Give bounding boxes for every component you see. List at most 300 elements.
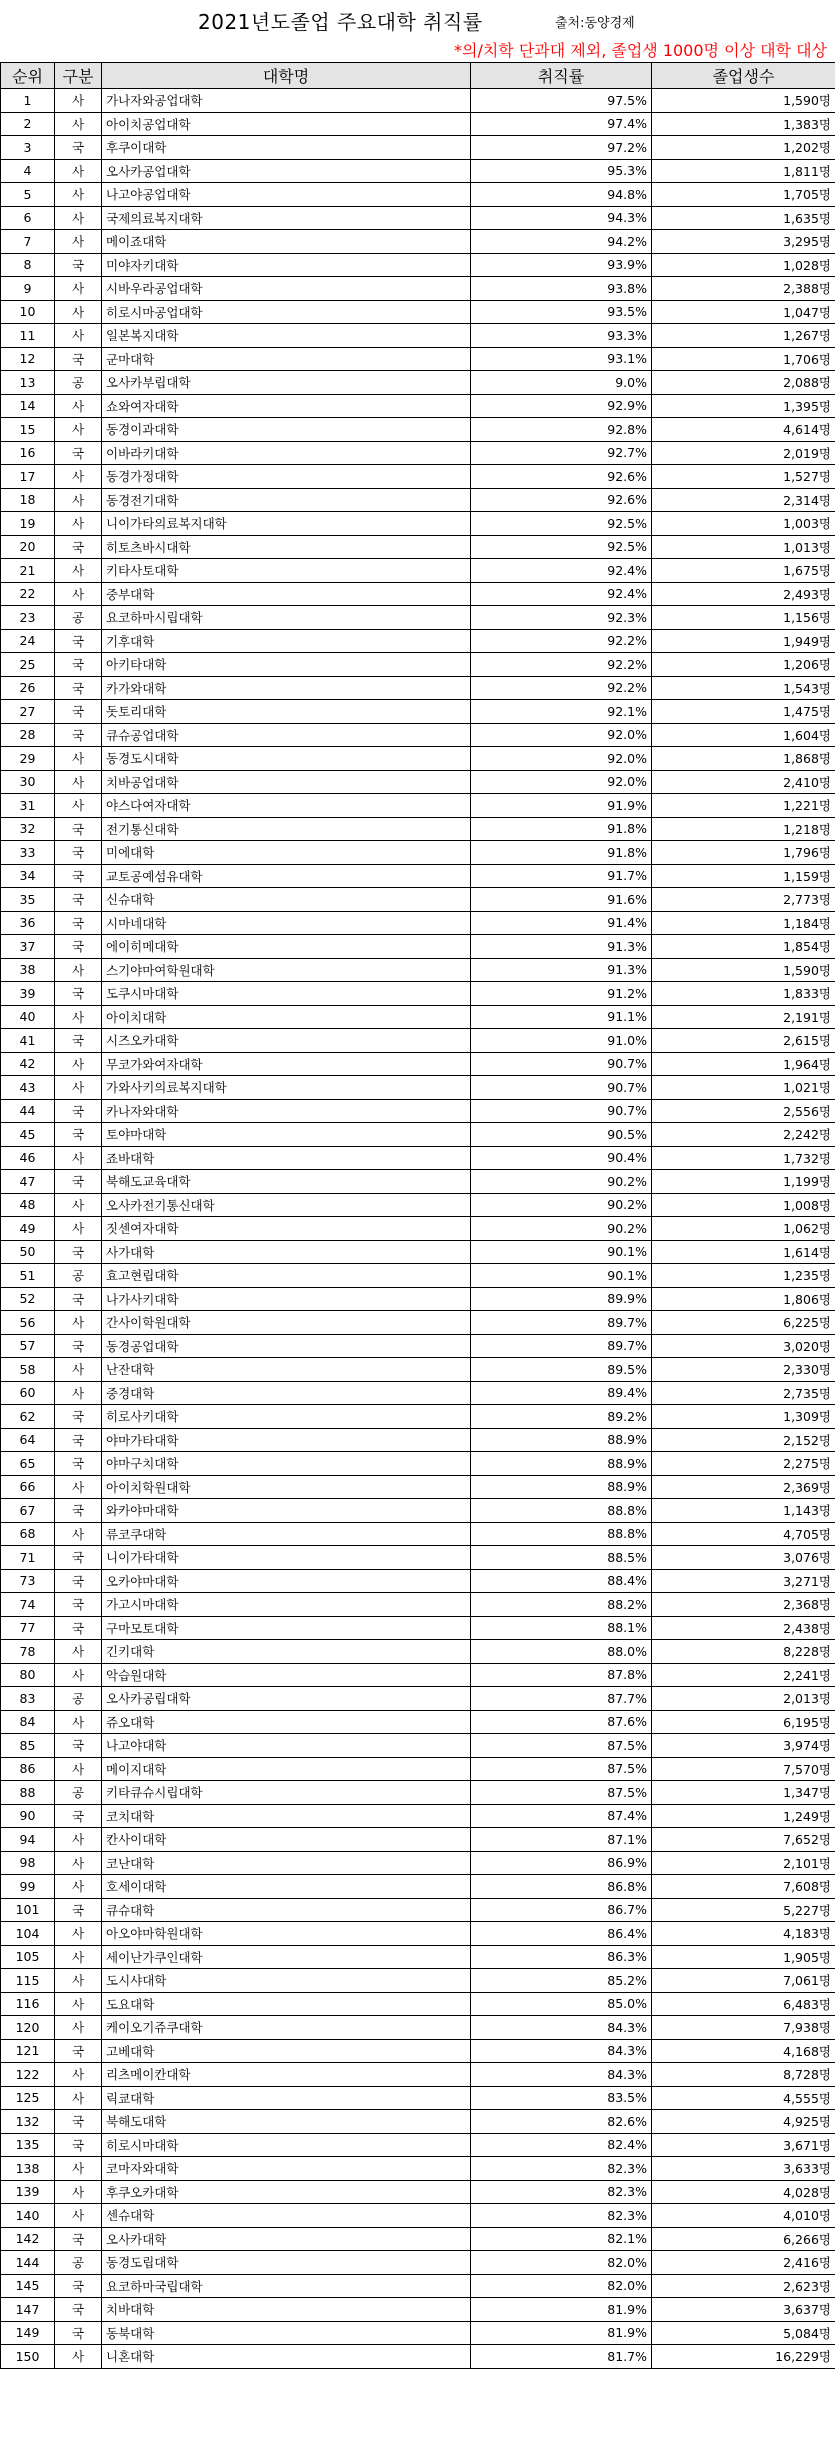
graduates-cell: 6,195명: [652, 1710, 835, 1734]
table-row: [1, 1546, 835, 1570]
table-row: [1, 394, 835, 418]
employment-rate-cell: 91.3%: [471, 958, 652, 982]
employment-rate-cell: 82.0%: [471, 2274, 652, 2298]
table-row: [1, 89, 835, 113]
employment-rate-cell: 93.1%: [471, 347, 652, 371]
graduates-cell: 1,604명: [652, 723, 835, 747]
type-cell: 사: [55, 183, 102, 207]
rank-cell: 149: [1, 2321, 55, 2345]
graduates-cell: 3,020명: [652, 1334, 835, 1358]
graduates-cell: 1,221명: [652, 794, 835, 818]
table-row: [1, 1781, 835, 1805]
type-cell: 국: [55, 2110, 102, 2134]
type-cell: 국: [55, 253, 102, 277]
graduates-cell: 2,388명: [652, 277, 835, 301]
rank-cell: 37: [1, 935, 55, 959]
table-row: [1, 1969, 835, 1993]
type-cell: 국: [55, 1405, 102, 1429]
employment-rate-cell: 87.6%: [471, 1710, 652, 1734]
rank-cell: 132: [1, 2110, 55, 2134]
graduates-cell: 8,228명: [652, 1640, 835, 1664]
rank-cell: 49: [1, 1217, 55, 1241]
table-row: [1, 770, 835, 794]
type-cell: 국: [55, 676, 102, 700]
rank-cell: 138: [1, 2157, 55, 2181]
university-cell: 센슈대학: [102, 2204, 471, 2228]
type-cell: 사: [55, 1052, 102, 1076]
header-graduates: 졸업생수: [652, 63, 835, 89]
type-cell: 사: [55, 2086, 102, 2110]
table-row: [1, 371, 835, 395]
table-row: [1, 1029, 835, 1053]
table-row: [1, 1593, 835, 1617]
table-body: [1, 89, 835, 2369]
type-cell: 국: [55, 700, 102, 724]
graduates-cell: 2,556명: [652, 1099, 835, 1123]
rank-cell: 12: [1, 347, 55, 371]
employment-rate-cell: 97.5%: [471, 89, 652, 113]
table-row: [1, 958, 835, 982]
graduates-cell: 2,368명: [652, 1593, 835, 1617]
graduates-cell: 2,241명: [652, 1663, 835, 1687]
rank-cell: 65: [1, 1452, 55, 1476]
type-cell: 국: [55, 2039, 102, 2063]
employment-rate-cell: 94.3%: [471, 206, 652, 230]
university-cell: 도요대학: [102, 1992, 471, 2016]
university-cell: 후쿠이대학: [102, 136, 471, 160]
graduates-cell: 2,438명: [652, 1616, 835, 1640]
type-cell: 사: [55, 1922, 102, 1946]
type-cell: 사: [55, 1311, 102, 1335]
note-row: [0, 34, 835, 62]
university-cell: 세이난가쿠인대학: [102, 1945, 471, 1969]
employment-rate-cell: 87.4%: [471, 1804, 652, 1828]
type-cell: 국: [55, 1499, 102, 1523]
university-cell: 기후대학: [102, 629, 471, 653]
table-row: [1, 1898, 835, 1922]
type-cell: 국: [55, 1593, 102, 1617]
graduates-cell: 1,635명: [652, 206, 835, 230]
table-row: [1, 1334, 835, 1358]
table-row: [1, 1922, 835, 1946]
table-row: [1, 1804, 835, 1828]
rank-cell: 1: [1, 89, 55, 113]
graduates-cell: 2,773명: [652, 888, 835, 912]
rank-cell: 71: [1, 1546, 55, 1570]
type-cell: 사: [55, 747, 102, 771]
graduates-cell: 1,868명: [652, 747, 835, 771]
graduates-cell: 1,235명: [652, 1264, 835, 1288]
graduates-cell: 3,671명: [652, 2133, 835, 2157]
employment-rate-cell: 83.5%: [471, 2086, 652, 2110]
employment-rate-cell: 90.7%: [471, 1099, 652, 1123]
graduates-cell: 1,949명: [652, 629, 835, 653]
rank-cell: 31: [1, 794, 55, 818]
type-cell: 사: [55, 1193, 102, 1217]
table-row: [1, 1569, 835, 1593]
employment-rate-cell: 94.8%: [471, 183, 652, 207]
type-cell: 국: [55, 2298, 102, 2322]
rank-cell: 145: [1, 2274, 55, 2298]
table-row: [1, 1663, 835, 1687]
graduates-cell: 1,218명: [652, 817, 835, 841]
employment-rate-cell: 88.9%: [471, 1452, 652, 1476]
employment-rate-cell: 92.6%: [471, 465, 652, 489]
type-cell: 사: [55, 488, 102, 512]
rank-cell: 86: [1, 1757, 55, 1781]
graduates-cell: 1,309명: [652, 1405, 835, 1429]
graduates-cell: 4,925명: [652, 2110, 835, 2134]
rank-cell: 28: [1, 723, 55, 747]
university-cell: 난잔대학: [102, 1358, 471, 1382]
type-cell: 사: [55, 465, 102, 489]
table-row: [1, 1945, 835, 1969]
rank-cell: 33: [1, 841, 55, 865]
table-row: [1, 676, 835, 700]
university-cell: 가고시마대학: [102, 1593, 471, 1617]
table-row: [1, 1146, 835, 1170]
type-cell: 국: [55, 888, 102, 912]
university-cell: 요코하마시립대학: [102, 606, 471, 630]
type-cell: 사: [55, 1522, 102, 1546]
type-cell: 사: [55, 1969, 102, 1993]
table-row: [1, 1851, 835, 1875]
table-row: [1, 2345, 835, 2369]
graduates-cell: 7,570명: [652, 1757, 835, 1781]
university-cell: 쇼와여자대학: [102, 394, 471, 418]
rank-cell: 66: [1, 1475, 55, 1499]
university-cell: 야마구치대학: [102, 1452, 471, 1476]
type-cell: 공: [55, 1781, 102, 1805]
employment-rate-cell: 92.0%: [471, 770, 652, 794]
employment-rate-cell: 88.9%: [471, 1475, 652, 1499]
graduates-cell: 1,590명: [652, 89, 835, 113]
university-cell: 니이가타대학: [102, 1546, 471, 1570]
rank-cell: 35: [1, 888, 55, 912]
type-cell: 사: [55, 206, 102, 230]
graduates-cell: 1,614명: [652, 1240, 835, 1264]
table-row: [1, 1358, 835, 1382]
type-cell: 사: [55, 159, 102, 183]
type-cell: 사: [55, 277, 102, 301]
graduates-cell: 1,206명: [652, 653, 835, 677]
table-row: [1, 1734, 835, 1758]
table-row: [1, 2251, 835, 2275]
university-cell: 와카야마대학: [102, 1499, 471, 1523]
table-row: [1, 629, 835, 653]
university-cell: 카가와대학: [102, 676, 471, 700]
table-row: [1, 2110, 835, 2134]
type-cell: 국: [55, 2274, 102, 2298]
university-cell: 국제의료복지대학: [102, 206, 471, 230]
type-cell: 국: [55, 1616, 102, 1640]
employment-rate-cell: 91.3%: [471, 935, 652, 959]
university-cell: 코마자와대학: [102, 2157, 471, 2181]
graduates-cell: 2,493명: [652, 582, 835, 606]
table-row: [1, 347, 835, 371]
source-label: 출처:동양경제: [555, 16, 635, 31]
employment-rate-cell: 89.9%: [471, 1287, 652, 1311]
type-cell: 사: [55, 2016, 102, 2040]
table-row: [1, 1499, 835, 1523]
graduates-cell: 2,615명: [652, 1029, 835, 1053]
graduates-cell: 1,905명: [652, 1945, 835, 1969]
rank-cell: 52: [1, 1287, 55, 1311]
rank-cell: 27: [1, 700, 55, 724]
graduates-cell: 1,028명: [652, 253, 835, 277]
rank-cell: 140: [1, 2204, 55, 2228]
type-cell: 국: [55, 935, 102, 959]
graduates-cell: 7,608명: [652, 1875, 835, 1899]
employment-rate-cell: 90.5%: [471, 1123, 652, 1147]
employment-rate-cell: 93.5%: [471, 300, 652, 324]
rank-cell: 57: [1, 1334, 55, 1358]
rank-cell: 139: [1, 2180, 55, 2204]
university-cell: 오사카부립대학: [102, 371, 471, 395]
university-cell: 시바우라공업대학: [102, 277, 471, 301]
university-cell: 카나자와대학: [102, 1099, 471, 1123]
employment-rate-cell: 92.1%: [471, 700, 652, 724]
employment-rate-cell: 85.2%: [471, 1969, 652, 1993]
university-cell: 동북대학: [102, 2321, 471, 2345]
type-cell: 사: [55, 1757, 102, 1781]
university-cell: 동경가정대학: [102, 465, 471, 489]
employment-rate-cell: 84.3%: [471, 2039, 652, 2063]
rank-cell: 5: [1, 183, 55, 207]
rank-cell: 80: [1, 1663, 55, 1687]
type-cell: 국: [55, 1898, 102, 1922]
rank-cell: 18: [1, 488, 55, 512]
graduates-cell: 4,705명: [652, 1522, 835, 1546]
graduates-cell: 2,369명: [652, 1475, 835, 1499]
employment-rate-cell: 91.9%: [471, 794, 652, 818]
graduates-cell: 4,028명: [652, 2180, 835, 2204]
university-cell: 도시샤대학: [102, 1969, 471, 1993]
employment-rate-cell: 88.8%: [471, 1522, 652, 1546]
type-cell: 국: [55, 1569, 102, 1593]
type-cell: 사: [55, 1828, 102, 1852]
type-cell: 공: [55, 606, 102, 630]
table-row: [1, 1428, 835, 1452]
employment-rate-cell: 90.4%: [471, 1146, 652, 1170]
type-cell: 사: [55, 1217, 102, 1241]
university-cell: 긴키대학: [102, 1640, 471, 1664]
university-cell: 악습원대학: [102, 1663, 471, 1687]
rank-cell: 147: [1, 2298, 55, 2322]
graduates-cell: 1,964명: [652, 1052, 835, 1076]
table-row: [1, 1475, 835, 1499]
employment-rate-cell: 97.4%: [471, 112, 652, 136]
table-row: [1, 535, 835, 559]
type-cell: 공: [55, 1264, 102, 1288]
university-cell: 중경대학: [102, 1381, 471, 1405]
graduates-cell: 1,003명: [652, 512, 835, 536]
graduates-cell: 2,275명: [652, 1452, 835, 1476]
university-cell: 오사카대학: [102, 2227, 471, 2251]
graduates-cell: 1,062명: [652, 1217, 835, 1241]
table-row: [1, 112, 835, 136]
university-cell: 키타사토대학: [102, 559, 471, 583]
table-row: [1, 700, 835, 724]
rank-cell: 56: [1, 1311, 55, 1335]
table-row: [1, 888, 835, 912]
type-cell: 국: [55, 653, 102, 677]
rank-cell: 47: [1, 1170, 55, 1194]
rank-cell: 60: [1, 1381, 55, 1405]
employment-rate-cell: 85.0%: [471, 1992, 652, 2016]
table-row: [1, 183, 835, 207]
graduates-cell: 3,271명: [652, 1569, 835, 1593]
university-cell: 스기야마여학원대학: [102, 958, 471, 982]
university-cell: 아오야마학원대학: [102, 1922, 471, 1946]
rank-cell: 41: [1, 1029, 55, 1053]
employment-rate-cell: 89.7%: [471, 1311, 652, 1335]
type-cell: 사: [55, 324, 102, 348]
graduates-cell: 1,854명: [652, 935, 835, 959]
table-row: [1, 935, 835, 959]
rank-cell: 36: [1, 911, 55, 935]
header-employment-rate: 취직률: [471, 63, 652, 89]
graduates-cell: 1,806명: [652, 1287, 835, 1311]
employment-rate-cell: 91.8%: [471, 817, 652, 841]
university-cell: 아이치학원대학: [102, 1475, 471, 1499]
graduates-cell: 16,229명: [652, 2345, 835, 2369]
graduates-cell: 1,395명: [652, 394, 835, 418]
employment-rate-cell: 91.1%: [471, 1005, 652, 1029]
table-row: [1, 1217, 835, 1241]
rank-cell: 46: [1, 1146, 55, 1170]
criteria-note: *의/치학 단과대 제외, 졸업생 1000명 이상 대학 대상: [453, 41, 827, 60]
type-cell: 사: [55, 1475, 102, 1499]
graduates-cell: 2,242명: [652, 1123, 835, 1147]
university-cell: 릭쿄대학: [102, 2086, 471, 2110]
graduates-cell: 6,266명: [652, 2227, 835, 2251]
graduates-cell: 1,833명: [652, 982, 835, 1006]
employment-rate-cell: 86.3%: [471, 1945, 652, 1969]
type-cell: 사: [55, 1710, 102, 1734]
graduates-cell: 1,706명: [652, 347, 835, 371]
employment-rate-cell: 91.2%: [471, 982, 652, 1006]
graduates-cell: 2,330명: [652, 1358, 835, 1382]
table-row: [1, 1687, 835, 1711]
table-row: [1, 1264, 835, 1288]
table-row: [1, 582, 835, 606]
university-cell: 동경도시대학: [102, 747, 471, 771]
university-cell: 치바공업대학: [102, 770, 471, 794]
rank-cell: 32: [1, 817, 55, 841]
type-cell: 국: [55, 1170, 102, 1194]
rank-cell: 30: [1, 770, 55, 794]
type-cell: 사: [55, 2345, 102, 2369]
university-cell: 아이치대학: [102, 1005, 471, 1029]
graduates-cell: 2,191명: [652, 1005, 835, 1029]
employment-rate-cell: 82.6%: [471, 2110, 652, 2134]
type-cell: 사: [55, 1945, 102, 1969]
university-cell: 후쿠오카대학: [102, 2180, 471, 2204]
rank-cell: 104: [1, 1922, 55, 1946]
employment-rate-cell: 92.4%: [471, 582, 652, 606]
university-cell: 나고야대학: [102, 1734, 471, 1758]
rank-cell: 48: [1, 1193, 55, 1217]
rank-cell: 19: [1, 512, 55, 536]
graduates-cell: 1,543명: [652, 676, 835, 700]
type-cell: 국: [55, 347, 102, 371]
type-cell: 공: [55, 371, 102, 395]
type-cell: 국: [55, 982, 102, 1006]
type-cell: 국: [55, 1099, 102, 1123]
graduates-cell: 1,347명: [652, 1781, 835, 1805]
employment-rate-cell: 92.9%: [471, 394, 652, 418]
table-row: [1, 1240, 835, 1264]
employment-rate-cell: 91.6%: [471, 888, 652, 912]
type-cell: 국: [55, 1428, 102, 1452]
table-row: [1, 136, 835, 160]
employment-rate-cell: 90.2%: [471, 1217, 652, 1241]
table-row: [1, 1076, 835, 1100]
graduates-cell: 2,623명: [652, 2274, 835, 2298]
university-cell: 메이지대학: [102, 1757, 471, 1781]
rank-cell: 73: [1, 1569, 55, 1593]
table-row: [1, 1875, 835, 1899]
graduates-cell: 7,652명: [652, 1828, 835, 1852]
university-cell: 아이치공업대학: [102, 112, 471, 136]
employment-rate-cell: 87.8%: [471, 1663, 652, 1687]
graduates-cell: 2,101명: [652, 1851, 835, 1875]
university-cell: 전기통신대학: [102, 817, 471, 841]
employment-rate-cell: 91.0%: [471, 1029, 652, 1053]
graduates-cell: 6,483명: [652, 1992, 835, 2016]
rank-cell: 24: [1, 629, 55, 653]
rank-cell: 44: [1, 1099, 55, 1123]
graduates-cell: 3,637명: [652, 2298, 835, 2322]
rank-cell: 6: [1, 206, 55, 230]
table-row: [1, 911, 835, 935]
employment-rate-cell: 94.2%: [471, 230, 652, 254]
university-cell: 교토공예섬유대학: [102, 864, 471, 888]
graduates-cell: 4,555명: [652, 2086, 835, 2110]
type-cell: 국: [55, 1029, 102, 1053]
rank-cell: 88: [1, 1781, 55, 1805]
employment-rate-cell: 87.7%: [471, 1687, 652, 1711]
university-cell: 코치대학: [102, 1804, 471, 1828]
rank-cell: 20: [1, 535, 55, 559]
rank-cell: 11: [1, 324, 55, 348]
header-row: [1, 63, 835, 89]
university-cell: 고베대학: [102, 2039, 471, 2063]
type-cell: 국: [55, 1123, 102, 1147]
table-row: [1, 1616, 835, 1640]
university-cell: 이바라키대학: [102, 441, 471, 465]
university-cell: 야마가타대학: [102, 1428, 471, 1452]
rank-cell: 21: [1, 559, 55, 583]
employment-rate-cell: 93.3%: [471, 324, 652, 348]
graduates-cell: 1,156명: [652, 606, 835, 630]
rank-cell: 94: [1, 1828, 55, 1852]
employment-rate-cell: 82.0%: [471, 2251, 652, 2275]
type-cell: 사: [55, 89, 102, 113]
graduates-cell: 3,974명: [652, 1734, 835, 1758]
employment-rate-cell: 92.7%: [471, 441, 652, 465]
university-cell: 오사카전기통신대학: [102, 1193, 471, 1217]
graduates-cell: 2,410명: [652, 770, 835, 794]
university-cell: 중부대학: [102, 582, 471, 606]
table-row: [1, 1757, 835, 1781]
type-cell: 국: [55, 1804, 102, 1828]
type-cell: 사: [55, 300, 102, 324]
graduates-cell: 1,159명: [652, 864, 835, 888]
graduates-cell: 4,010명: [652, 2204, 835, 2228]
university-cell: 동경이과대학: [102, 418, 471, 442]
